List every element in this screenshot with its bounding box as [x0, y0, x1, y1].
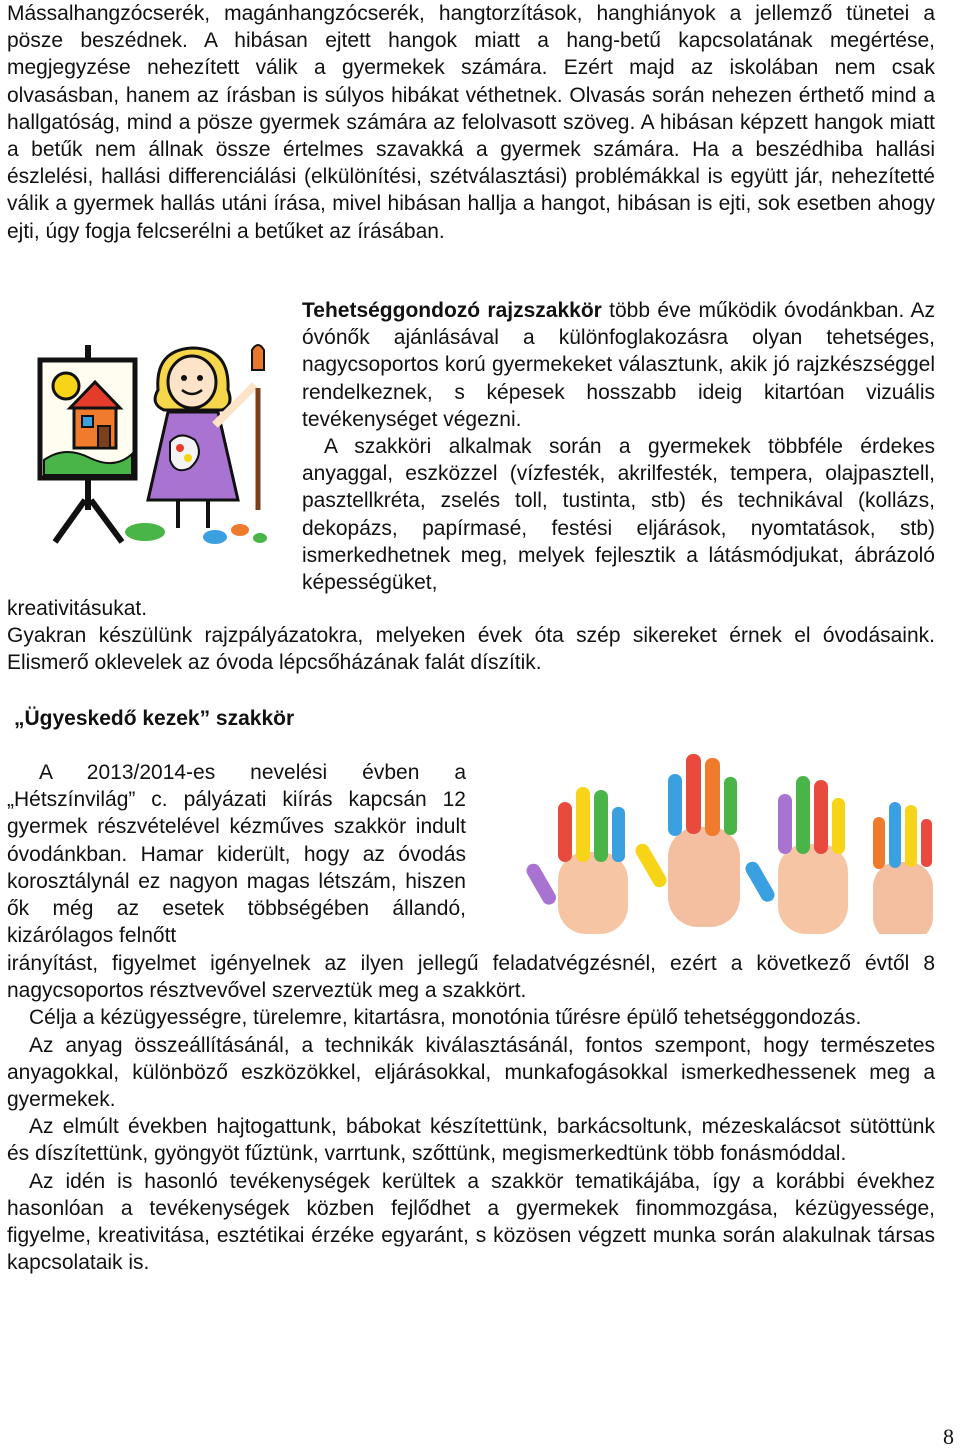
painted-hands-photo: [518, 742, 938, 934]
rajzszakkor-title: Tehetséggondozó rajzszakkör: [302, 299, 602, 322]
rajzpalyazat-paragraph: Gyakran készülünk rajzpályázatokra, melyeken évek óta szép sikereket érnek el óvodásaink. Elismerő oklevelek az óvoda lépcsőházának falát díszítik.: [7, 624, 935, 675]
intro-paragraph: Mássalhangzócserék, magánhangzócserék, hangtorzítások, hanghiányok a jellemző tünetei a pösze beszédnek. A hibásan ejtett hangok miatt a hang-betű kapcsolatának megértése, megjegyzése nehezített válik a gyermekek számára. Ezért majd az iskolában nem csak olvasásban, hanem az írásban is súlyos hibákat véthetnek. Olvasás során nehezen érthető mind a hallgatóság, mind a pösze gyermek számára az felolvasott szöveg. A hibásan képzett hangok miatt a betűk nem állnak össze értelmes szavakká a gyermek számára. Ha a beszédhiba hallási észlelési, hallási differenciálási (elkülönítési, szétválasztási) problémákkal is együtt jár, nehezítetté válik a gyermek hallás utáni írása, mivel hibásan hallja a hangot, hibásan is ejti, sok esetben ahogy ejti, úgy fogja felcserélni a betűket az írásában.: [7, 2, 935, 243]
painted-hands-image: [518, 742, 938, 934]
painter-girl-image: [30, 330, 280, 555]
ugyeskedo-this-year-paragraph: Az idén is hasonló tevékenységek kerültek a szakkör tematikájába, így a korábbi évekhez hasonlóan a tevékenységek közben fejlődhet a gyermekek finommozgása, kézügyessége, figyelme, kreativitása, esztétikai érzéke egyaránt, s közösen végzett munka során alakulnak társas kapcsolataik is.: [7, 1169, 935, 1275]
rajzszakkor-intro: több éve működik óvodánkban. Az óvónők ajánlásával a különfoglakozásra olyan tehetséges, nagycsoportos korú gyermekeket választunk, akik jó rajzkészséggel rendelkeznek, s képesek hosszabb ideig kitartóan vizuális tevékenységet végezni.: [302, 299, 935, 431]
ugyeskedo-materials-paragraph: Az anyag összeállításánál, a technikák kiválasztásánál, fontos szempont, hogy természetes anyagokkal, különböző eszközökkel, eljárásokkal, munkafogásokkal ismerkedhessenek meg a gyermekek.: [7, 1033, 935, 1112]
ugyeskedo-intro-paragraph: A 2013/2014-es nevelési évben a „Hétszínvilág” c. pályázati kiírás kapcsán 12 gyermek részvételével kézműves szakkör indult óvodánkban. Hamar kiderült, hogy az óvodás korosztálynál ez nagyon magas létszám, hiszen ők még az esetek többségében állandó, kizárólagos felnőtt: [7, 761, 466, 948]
rajzszakkor-paragraph: [302, 297, 935, 433]
ugyeskedo-goal-paragraph: Célja a kézügyességre, türelemre, kitartásra, monotónia tűrésre épülő tehetséggondozás.: [29, 1006, 862, 1030]
page-number: 8: [943, 1424, 954, 1449]
rajzszakkor-materials-paragraph: A szakköri alkalmak során a gyermekek többféle érdekes anyaggal, eszközzel (vízfesték, akrilfesték, tempera, olajpasztell, pasztellkréta, zselés toll, tustinta, stb) és technikával (kollázs, dekopázs, papírmasé, festési eljárások, nyomtatások, stb) ismerkedhetnek meg, melyek fejlesztik a látásmódjukat, ábrázoló képességüket,: [302, 435, 935, 595]
ugyeskedo-kezek-heading: „Ügyeskedő kezek” szakkör: [14, 707, 295, 730]
rajzszakkor-continuation: kreativitásukat.: [7, 597, 148, 620]
ugyeskedo-intro-continued: irányítást, figyelmet igényelnek az ilyen jellegű feladatvégzésnél, ezért a következő évtől 8 nagycsoportos résztvevővel szerveztük meg a szakkört.: [7, 952, 935, 1003]
ugyeskedo-activities-paragraph: Az elmúlt években hajtogattunk, bábokat készítettünk, barkácsoltunk, mézeskalácsot sütöttünk és díszítettünk, gyöngyöt fűztünk, varrtunk, szőttünk, megismerkedtünk több fonásmóddal.: [7, 1115, 935, 1166]
painter-girl-illustration: [30, 330, 280, 555]
